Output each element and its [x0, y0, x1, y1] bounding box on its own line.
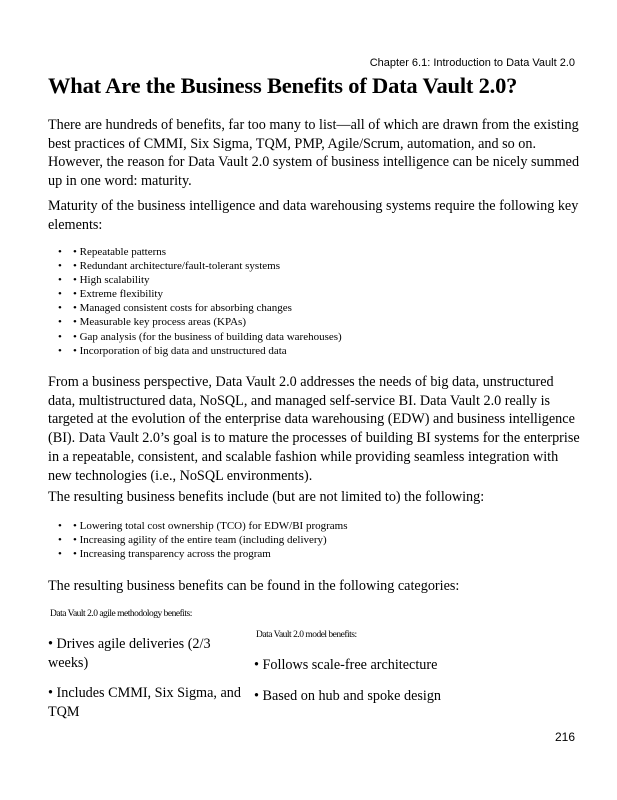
- list-item: • • Increasing agility of the entire team (including delivery): [48, 533, 348, 547]
- list-item: • • Incorporation of big data and unstructured data: [48, 344, 342, 358]
- list-item: • • Increasing transparency across the program: [48, 547, 348, 561]
- list-item: • • High scalability: [48, 273, 342, 287]
- intro-paragraph: There are hundreds of benefits, far too many to list—all of which are drawn from the existing best practices of CMMI, Six Sigma, TQM, PMP, Agile/Scrum, automation, and so on. However, the reason for Data Vault 2.0 system of business intelligence can be nicely summed up in one word: maturity.: [48, 117, 580, 190]
- list-item: • • Lowering total cost ownership (TCO) for EDW/BI programs: [48, 519, 348, 533]
- page-number: 216: [554, 730, 575, 744]
- running-head: Chapter 6.1: Introduction to Data Vault 2.0: [369, 57, 575, 69]
- table-cell: • Based on hub and spoke design: [254, 688, 442, 704]
- business-benefits-intro: The resulting business benefits include (but are not limited to) the following:: [48, 489, 485, 505]
- categories-intro: The resulting business benefits can be found in the following categories:: [48, 578, 460, 594]
- business-benefits-list: [48, 519, 348, 561]
- list-item: • • Gap analysis (for the business of building data warehouses): [48, 330, 342, 344]
- list-item: • • Redundant architecture/fault-tolerant systems: [48, 259, 342, 273]
- table-cell: • Drives agile deliveries (2/3 weeks): [48, 636, 211, 671]
- section-title: What Are the Business Benefits of Data Vault 2.0?: [48, 73, 518, 98]
- list-item: • • Repeatable patterns: [48, 245, 342, 259]
- list-item: • • Extreme flexibility: [48, 287, 342, 301]
- model-benefits-header: Data Vault 2.0 model benefits:: [256, 630, 357, 640]
- list-item: • • Managed consistent costs for absorbing changes: [48, 301, 342, 315]
- key-elements-list: [48, 245, 342, 358]
- agile-benefits-header: Data Vault 2.0 agile methodology benefits:: [50, 609, 192, 619]
- list-item: • • Measurable key process areas (KPAs): [48, 315, 342, 329]
- table-cell: • Includes CMMI, Six Sigma, and TQM: [48, 685, 241, 720]
- table-cell: • Follows scale-free architecture: [254, 657, 438, 673]
- business-perspective-paragraph: From a business perspective, Data Vault 2.0 addresses the needs of big data, unstructured data, multistructured data, NoSQL, and managed self-service BI. Data Vault 2.0 really is targeted at the evolution of the enterprise data warehousing (EDW) and business intelligence (BI). Data Vault 2.0’s goal is to mature the processes of building BI systems for the enterprise in a repeatable, consistent, and scalable fashion while providing seamless integration with new technologies (i.e., NoSQL environments).: [48, 374, 580, 484]
- maturity-paragraph: Maturity of the business intelligence and data warehousing systems require the following key elements:: [48, 198, 579, 233]
